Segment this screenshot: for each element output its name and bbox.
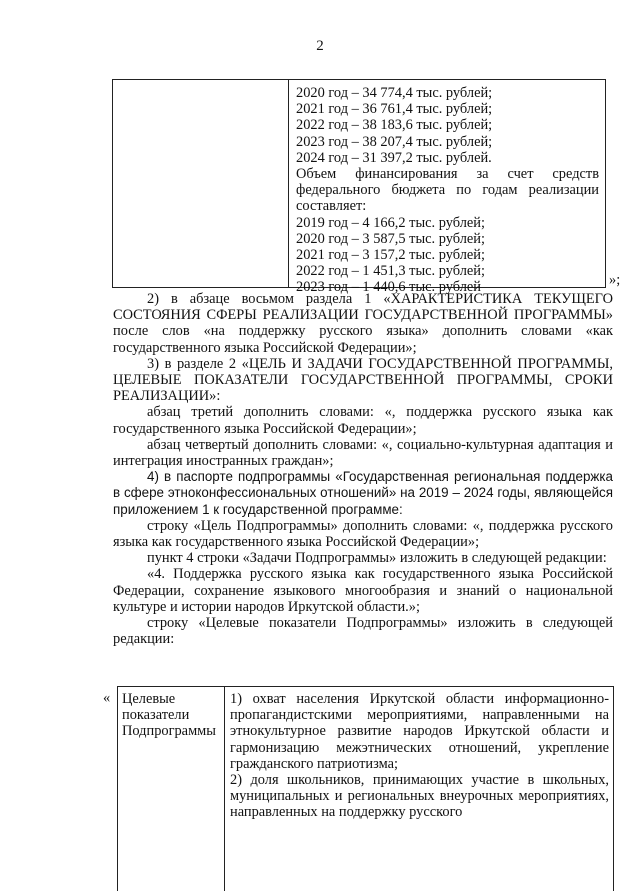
paragraph-indicators: строку «Целевые показатели Подпрограммы» изложить в следующей редакции: — [113, 615, 613, 648]
federal-funding-line: 2021 год – 3 157,2 тыс. рублей; — [296, 246, 485, 263]
federal-funding-intro: Объем финансирования за счет средств федерального бюджета по годам реализации составляет: — [296, 165, 599, 215]
federal-funding-line: 2019 год – 4 166,2 тыс. рублей; — [296, 214, 485, 231]
page-number: 2 — [316, 38, 324, 54]
table-divider — [224, 687, 225, 891]
indicators-table — [117, 686, 614, 891]
funding-line: 2020 год – 34 774,4 тыс. рублей; — [296, 85, 493, 101]
paragraph-item-4: 4) в паспорте подпрограммы «Государственная региональная поддержка в сфере этноконфессиональных отношений» на 2019 – 2024 годы, являющейся приложением 1 к государственной программе: — [113, 469, 613, 517]
paragraph-task-4: «4. Поддержка русского языка как государственного языка Российской Федерации, сохранение языкового многообразия и знаний о национальной культуре и истории народов Иркутской области.»; — [113, 566, 613, 615]
paragraph-item-3: 3) в разделе 2 «ЦЕЛЬ И ЗАДАЧИ ГОСУДАРСТВЕННОЙ ПРОГРАММЫ, ЦЕЛЕВЫЕ ПОКАЗАТЕЛИ ГОСУДАРСТВЕННОЙ ПРОГРАММЫ, СРОКИ РЕАЛИЗАЦИИ»: — [113, 355, 613, 405]
paragraph-goal: строку «Цель Подпрограммы» дополнить словами: «, поддержка русского языка как государственного языка Российской Федерации»; — [113, 517, 613, 551]
funding-cell — [296, 85, 599, 295]
indicators-content — [230, 691, 609, 821]
body-text — [113, 291, 613, 647]
paragraph-item-2: 2) в абзаце восьмом раздела 1 «ХАРАКТЕРИСТИКА ТЕКУЩЕГО СОСТОЯНИЯ СФЕРЫ РЕАЛИЗАЦИИ ГОСУДАРСТВЕННОЙ ПРОГРАММЫ» после слов «на поддержку русского языка» дополнить словами «как государственного языка Российской Федерации»; — [113, 291, 613, 356]
closing-quote: »; — [609, 272, 621, 288]
indicators-label: Целевые показатели Подпрограммы — [122, 691, 216, 740]
indicator-item-2: 2) доля школьников, принимающих участие в школьных, муниципальных и региональных внеурочных мероприятиях, направленных на поддержку русского — [230, 772, 609, 821]
paragraph-abzac-4: абзац четвертый дополнить словами: «, социально-культурная адаптация и интеграция иностранных граждан»; — [113, 436, 613, 470]
funding-table — [112, 79, 606, 296]
funding-line: 2021 год – 36 761,4 тыс. рублей; — [296, 101, 493, 118]
paragraph-tasks: пункт 4 строки «Задачи Подпрограммы» изложить в следующей редакции: — [147, 550, 607, 567]
funding-line: 2022 год – 38 183,6 тыс. рублей; — [296, 117, 493, 134]
opening-quote: « — [103, 690, 111, 706]
table-divider — [288, 80, 289, 287]
federal-funding-line: 2023 год – 1 440,6 тыс. рублей — [296, 279, 481, 296]
federal-funding-line: 2022 год – 1 451,3 тыс. рублей; — [296, 263, 485, 280]
funding-line: 2024 год – 31 397,2 тыс. рублей. — [296, 149, 492, 166]
indicator-item-1: 1) охват населения Иркутской области информационно-пропагандистскими мероприятиями, направленными на этнокультурное развитие народов Иркутской области и гармонизацию межэтнических отношений, укрепление гражданского патриотизма; — [230, 691, 609, 772]
paragraph-abzac-3: абзац третий дополнить словами: «, поддержка русского языка как государственного языка Российской Федерации»; — [113, 404, 613, 437]
funding-line: 2023 год – 38 207,4 тыс. рублей; — [296, 133, 493, 150]
federal-funding-line: 2020 год – 3 587,5 тыс. рублей; — [296, 230, 485, 247]
